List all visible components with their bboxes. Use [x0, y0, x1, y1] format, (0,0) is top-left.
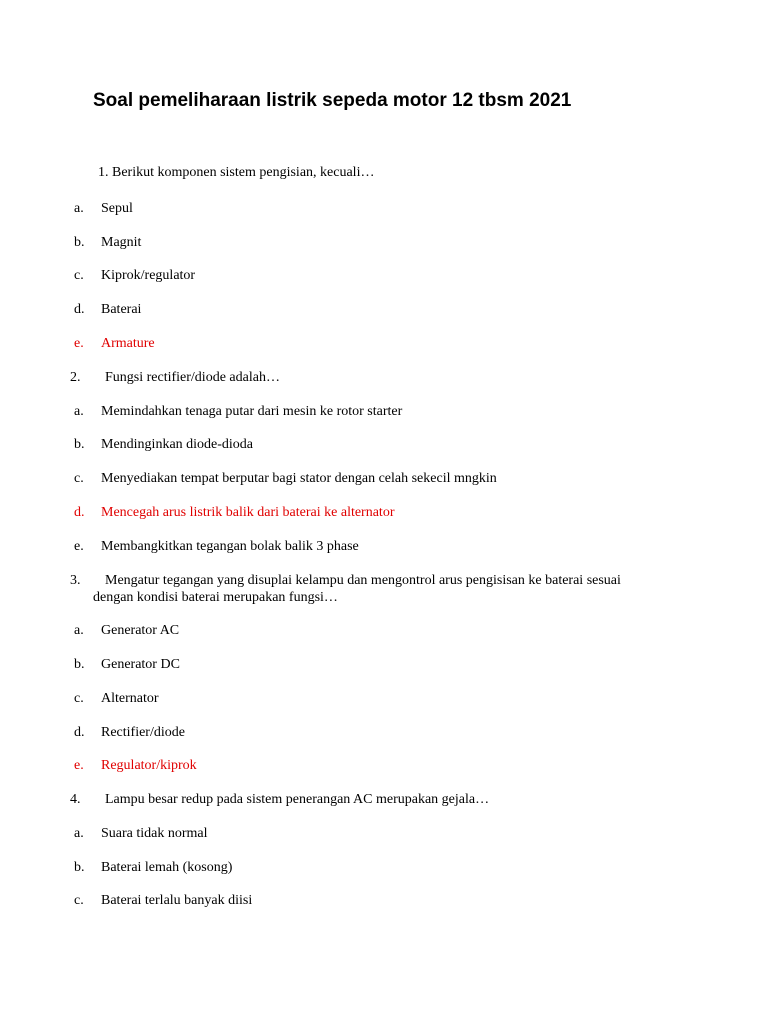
option-letter: a. — [74, 826, 84, 841]
option-letter: b. — [74, 657, 85, 672]
option-text: Suara tidak normal — [101, 826, 208, 841]
option-letter: c. — [74, 691, 84, 706]
question-number: 2. — [70, 370, 81, 385]
option-letter: c. — [74, 268, 84, 283]
option-letter: c. — [74, 471, 84, 486]
question-number: 3. — [70, 573, 81, 588]
question-text: dengan kondisi baterai merupakan fungsi… — [93, 590, 338, 605]
option-letter: e. — [74, 539, 84, 554]
option-text: Mendinginkan diode-dioda — [101, 437, 254, 452]
option-text: Baterai terlalu banyak diisi — [101, 893, 253, 908]
option-text: Generator AC — [101, 623, 180, 638]
option-letter: a. — [74, 623, 84, 638]
option-text: Generator DC — [101, 657, 180, 672]
question-text: Mengatur tegangan yang disuplai kelampu dan mengontrol arus pengisisan ke baterai sesuai — [105, 573, 621, 588]
option-letter: d. — [74, 302, 85, 317]
option-text: Mencegah arus listrik balik dari baterai ke alternator — [101, 505, 395, 520]
option-letter: b. — [74, 860, 85, 875]
option-letter: d. — [74, 725, 85, 740]
option-text: Armature — [101, 336, 155, 351]
option-text: Magnit — [101, 235, 142, 250]
option-text: Kiprok/regulator — [101, 268, 196, 283]
option-text: Memindahkan tenaga putar dari mesin ke rotor starter — [101, 404, 403, 419]
option-letter: a. — [74, 201, 84, 216]
document-title: Soal pemeliharaan listrik sepeda motor 12 tbsm 2021 — [93, 90, 572, 111]
option-text: Baterai — [101, 302, 142, 317]
question-1 — [98, 164, 374, 181]
option-text: Baterai lemah (kosong) — [101, 860, 233, 875]
option-letter: e. — [74, 758, 84, 773]
option-text: Sepul — [101, 201, 133, 216]
option-text: Alternator — [101, 691, 159, 706]
option-letter: b. — [74, 437, 85, 452]
option-text: Menyediakan tempat berputar bagi stator dengan celah sekecil mngkin — [101, 471, 497, 486]
option-text: Membangkitkan tegangan bolak balik 3 phase — [101, 539, 359, 554]
option-letter: a. — [74, 404, 84, 419]
question-number: 1. — [98, 165, 109, 180]
option-text: Regulator/kiprok — [101, 758, 197, 773]
option-text: Rectifier/diode — [101, 725, 185, 740]
question-text: Lampu besar redup pada sistem penerangan AC merupakan gejala… — [105, 792, 490, 807]
question-text: Fungsi rectifier/diode adalah… — [105, 370, 280, 385]
question-number: 4. — [70, 792, 81, 807]
option-letter: b. — [74, 235, 85, 250]
option-letter: d. — [74, 505, 85, 520]
question-text: Berikut komponen sistem pengisian, kecuali… — [112, 165, 375, 180]
option-letter: e. — [74, 336, 84, 351]
option-letter: c. — [74, 893, 84, 908]
